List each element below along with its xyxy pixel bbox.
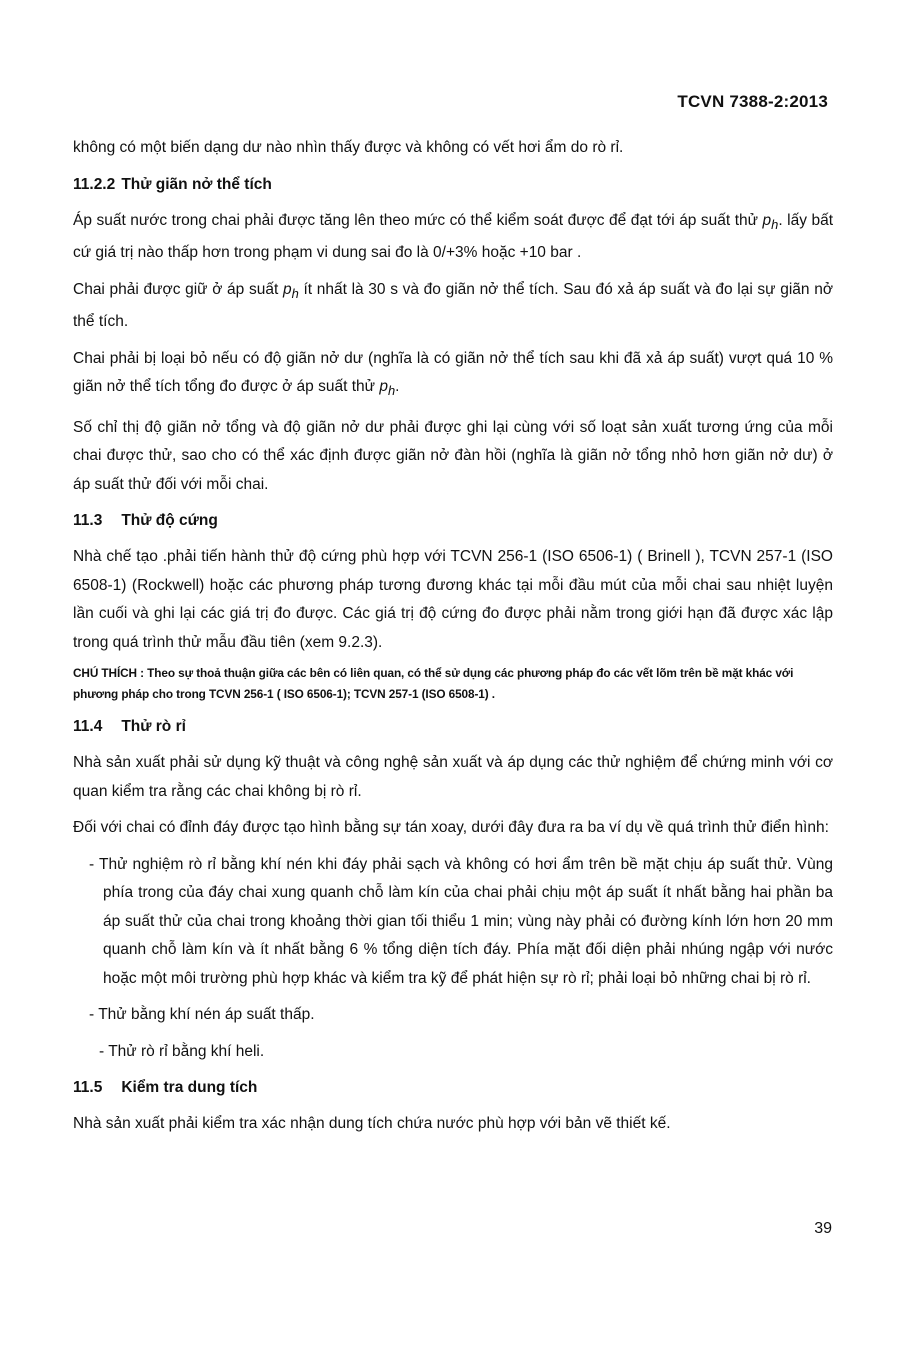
list-item-helium-test: - Thử rò rỉ bằng khí heli. bbox=[99, 1042, 265, 1060]
text-run: ít nhất là 30 s và đo giãn nở thể tích. Sau đó xả áp suất và đo lại sự giãn nở thể tích. bbox=[73, 280, 833, 331]
heading-number: 11.5 bbox=[73, 1079, 103, 1097]
text-run: . bbox=[395, 378, 400, 396]
intro-line: không có một biến dạng dư nào nhìn thấy được và không có vết hơi ẩm do rò rỉ. bbox=[73, 139, 624, 156]
heading-title: Thử giãn nở thể tích bbox=[121, 175, 272, 193]
test-pressure-symbol: p bbox=[762, 211, 772, 229]
heading-11-2-2 bbox=[73, 171, 833, 199]
document-body bbox=[73, 134, 833, 1139]
test-pressure-subscript: h bbox=[771, 216, 779, 232]
heading-title: Kiểm tra dung tích bbox=[121, 1079, 258, 1097]
list-item-low-pressure-test: - Thử bằng khí nén áp suất thấp. bbox=[89, 1006, 315, 1024]
note-11-3: CHÚ THÍCH : Theo sự thoả thuận giữa các bên có liên quan, có thể sử dụng các phương pháp đo các vết lõm trên bề mặt khác với phương pháp cho trong TCVN 256-1 ( ISO 6506-1); TCVN 257-1 (ISO 6508-1) . bbox=[73, 666, 794, 702]
text-run: Áp suất nước trong chai phải được tăng lên theo mức có thể kiểm soát được để đạt tới áp suất thử bbox=[73, 211, 763, 229]
heading-number: 11.2.2 bbox=[73, 175, 116, 193]
heading-title: Thử rò rỉ bbox=[121, 718, 186, 736]
paragraph-hold-pressure bbox=[73, 276, 833, 337]
page-number: 39 bbox=[814, 1220, 832, 1237]
paragraph-leak-techniques: Nhà sản xuất phải sử dụng kỹ thuật và công nghệ sản xuất và áp dụng các thử nghiệm để chứng minh với cơ quan kiểm tra rằng các chai không bị rò rỉ. bbox=[73, 754, 833, 800]
test-pressure-subscript: h bbox=[291, 285, 299, 301]
heading-11-5 bbox=[73, 1074, 833, 1102]
heading-number: 11.4 bbox=[73, 718, 103, 736]
paragraph-record-readings: Số chỉ thị độ giãn nở tổng và độ giãn nở dư phải được ghi lại cùng với số loạt sản xuất tương ứng của mỗi chai được thử, sao cho có thể xác định được giãn nở đàn hồi (nghĩa là giãn nở tổng nhỏ hơn giãn nở dư) ở áp suất thử đối với mỗi chai. bbox=[73, 418, 833, 493]
list-item-pneumatic-test: - Thử nghiệm rò rỉ bằng khí nén khi đáy phải sạch và không có hơi ẩm trên bề mặt chịu áp suất thử. Vùng phía trong của đáy chai xung quanh chỗ làm kín của chai phải chịu một áp suất ít nhất bằng hai phần ba áp suất thử của chai trong khoảng thời gian tối thiểu 1 min; vùng này phải có đường kính lớn hơn 20 mm quanh chỗ làm kín và ít nhất bằng 6 % tổng diện tích đáy. Phía mặt đối diện phải nhúng ngập với nước hoặc một môi trường phù hợp khác và kiểm tra kỹ để phát hiện sự rò rỉ; phải loại bỏ những chai bị rò rỉ. bbox=[89, 855, 833, 987]
text-run: . lấy bất cứ giá trị nào thấp hơn trong phạm vi dung sai đo là 0/+3% hoặc +10 bar . bbox=[73, 211, 834, 262]
test-pressure-subscript: h bbox=[387, 383, 396, 399]
paragraph-leak-examples: Đối với chai có đỉnh đáy được tạo hình bằng sự tán xoay, dưới đây đưa ra ba ví dụ về quá trình thử điển hình: bbox=[73, 819, 829, 837]
standard-code: TCVN 7388-2:2013 bbox=[677, 92, 828, 111]
heading-number: 11.3 bbox=[73, 512, 103, 530]
paragraph-pressure-increase bbox=[73, 207, 833, 268]
heading-title: Thử độ cứng bbox=[121, 512, 218, 530]
heading-11-4 bbox=[73, 713, 833, 741]
text-run: Chai phải bị loại bỏ nếu có độ giãn nở dư (nghĩa là có giãn nở thể tích sau khi đã xả áp suất) vượt quá 10 % giãn nở thể tích tổng đo được ở áp suất thử bbox=[73, 349, 833, 396]
paragraph-capacity-check: Nhà sản xuất phải kiểm tra xác nhận dung tích chứa nước phù hợp với bản vẽ thiết kế. bbox=[73, 1115, 671, 1133]
test-pressure-symbol: p bbox=[282, 280, 292, 298]
text-run: Chai phải được giữ ở áp suất bbox=[73, 280, 283, 298]
paragraph-hardness: Nhà chế tạo .phải tiến hành thử độ cứng phù hợp với TCVN 256-1 (ISO 6506-1) ( Brinell ), TCVN 257-1 (ISO 6508-1) (Rockwell) hoặc các phương pháp tương đương khác tại mỗi đầu mút của mỗi chai sau nhiệt luyện lần cuối và ghi lại các giá trị đo được. Các giá trị độ cứng đo được phải nằm trong giới hạn đã được xác lập trong quá trình thử mẫu đầu tiên (xem 9.2.3). bbox=[73, 548, 833, 651]
paragraph-rejection bbox=[73, 345, 833, 406]
heading-11-3 bbox=[73, 507, 833, 535]
test-pressure-symbol: p bbox=[379, 378, 388, 396]
